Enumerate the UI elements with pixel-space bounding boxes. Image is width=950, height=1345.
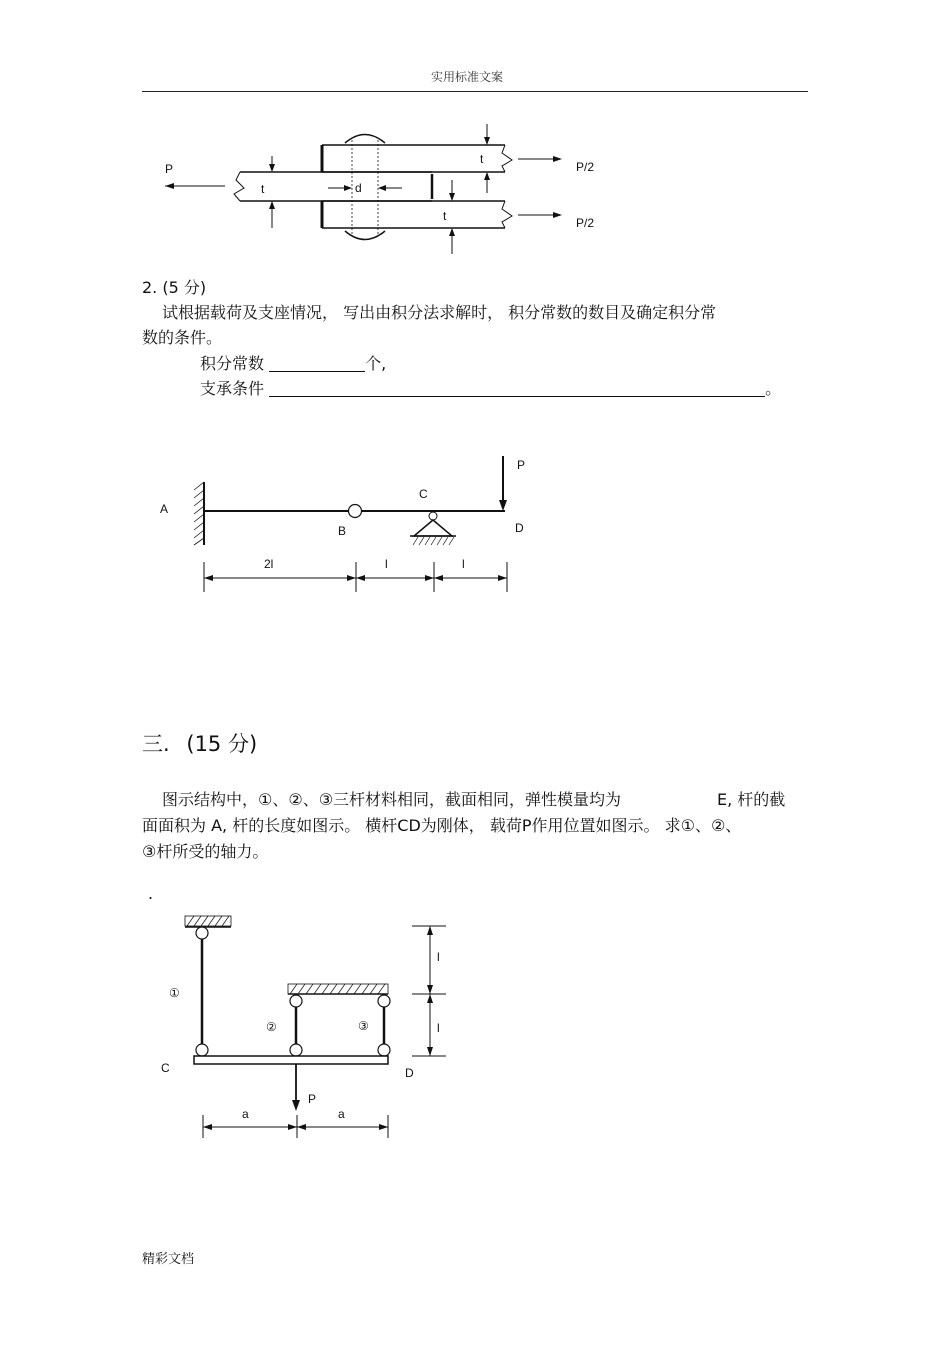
q2-number: 2. bbox=[142, 278, 158, 297]
q2-support-row bbox=[200, 377, 781, 401]
q2-text-line1: 试根据载荷及支座情况， 写出由积分法求解时， 积分常数的数目及确定积分常 bbox=[162, 303, 717, 322]
figure-three-rods bbox=[150, 908, 460, 1148]
section3-heading: 三. bbox=[142, 732, 170, 756]
fig3-label-P: P bbox=[308, 1092, 317, 1106]
fig1-label-d: d bbox=[355, 181, 362, 195]
fig3-label-bar3: ③ bbox=[358, 1019, 369, 1033]
fig1-label-P: P bbox=[165, 162, 174, 176]
fig1-label-t-top: t bbox=[480, 152, 484, 166]
fig3-dim-l-bottom: l bbox=[437, 1021, 440, 1035]
fig1-label-t-main: t bbox=[261, 182, 265, 196]
fig2-label-A: A bbox=[160, 502, 169, 516]
q2-score: (5 分) bbox=[162, 278, 207, 297]
fig3-dim-a-right: a bbox=[338, 1107, 345, 1121]
q2-support-label: 支承条件 bbox=[200, 379, 265, 398]
fig3-label-C: C bbox=[161, 1061, 170, 1075]
fig1-label-P2-bottom: P/2 bbox=[576, 216, 595, 230]
sec3-line1a: 图示结构中，①、②、③三杆材料相同，截面相同，弹性模量均为 bbox=[162, 790, 622, 809]
fig3-dim-a-left: a bbox=[242, 1107, 249, 1121]
fig3-label-bar2: ② bbox=[266, 1020, 277, 1034]
fig2-dim-2l: 2l bbox=[264, 557, 274, 571]
q2-support-end: 。 bbox=[765, 379, 782, 398]
fig1-label-t-bottom: t bbox=[443, 209, 447, 223]
fig2-label-C: C bbox=[419, 487, 428, 501]
fig2-dim-l2: l bbox=[462, 557, 465, 571]
q2-title bbox=[142, 276, 206, 300]
page-footer: 精彩文档 bbox=[142, 1252, 195, 1267]
q2-constants-blank[interactable] bbox=[269, 355, 365, 372]
q2-constants-label: 积分常数 bbox=[200, 354, 265, 373]
fig1-label-P2-top: P/2 bbox=[576, 160, 595, 174]
section3-title bbox=[142, 728, 257, 758]
header-rule bbox=[142, 91, 808, 92]
figure-beam bbox=[150, 450, 540, 600]
fig2-dim-l1: l bbox=[385, 557, 388, 571]
sec3-line1b: E, 杆的截 bbox=[717, 790, 786, 809]
sec3-line3: ③杆所受的轴力。 bbox=[142, 842, 269, 861]
fig2-label-B: B bbox=[338, 524, 347, 538]
page-header: 实用标准文案 bbox=[431, 70, 504, 84]
fig2-label-D: D bbox=[515, 521, 524, 535]
sec3-dot: . bbox=[148, 884, 154, 903]
figure-lap-joint bbox=[140, 118, 620, 263]
q2-text-line2: 数的条件。 bbox=[142, 328, 223, 347]
q2-constants-unit: 个, bbox=[365, 354, 387, 373]
fig2-label-P: P bbox=[517, 458, 526, 472]
sec3-line2: 面面积为 A, 杆的长度如图示。 横杆CD为刚体， 载荷P作用位置如图示。 求①、②、 bbox=[142, 816, 742, 835]
section3-score: (15 分) bbox=[186, 732, 258, 756]
fig3-label-D: D bbox=[405, 1066, 414, 1080]
q2-constants-row bbox=[200, 352, 386, 376]
fig3-dim-l-top: l bbox=[437, 950, 440, 964]
q2-support-blank[interactable] bbox=[269, 380, 765, 397]
fig3-label-bar1: ① bbox=[169, 986, 180, 1000]
